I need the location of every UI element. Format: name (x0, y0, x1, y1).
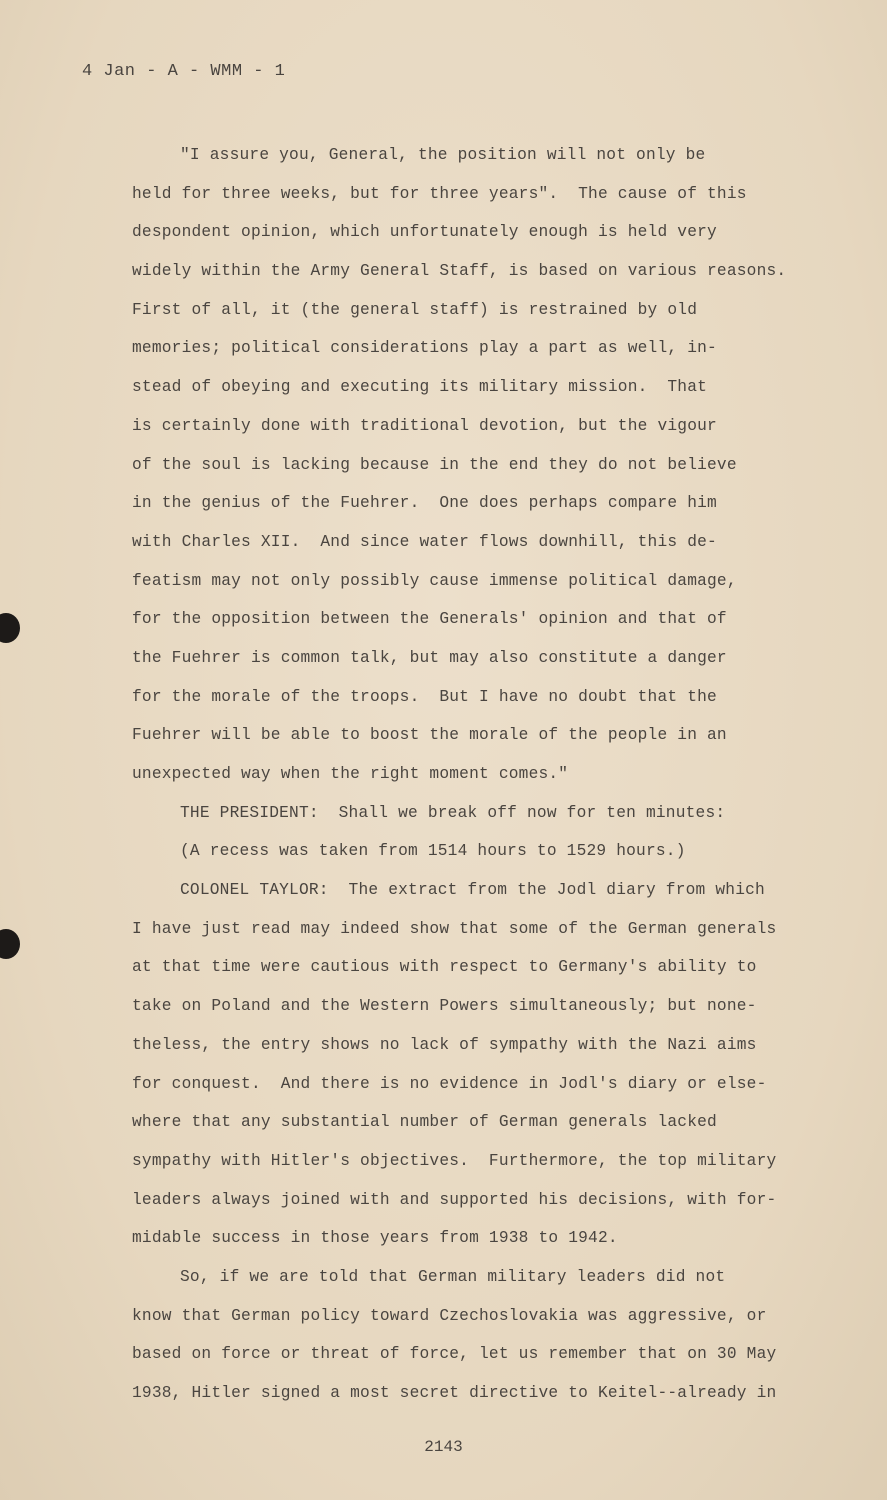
text-line: unexpected way when the right moment comes." (132, 765, 569, 783)
text-line: where that any substantial number of German generals lacked (132, 1113, 717, 1132)
text-line: at that time were cautious with respect to Germany's ability to (132, 958, 757, 977)
text-line: in the genius of the Fuehrer. One does perhaps compare him (132, 494, 717, 513)
binder-hole (0, 929, 20, 959)
text-line: "I assure you, General, the position will not only be (180, 146, 706, 164)
text-line: know that German policy toward Czechoslovakia was aggressive, or (132, 1306, 767, 1325)
text-line: I have just read may indeed show that some of the German generals (132, 919, 777, 938)
text-line: of the soul is lacking because in the end they do not believe (132, 455, 737, 474)
text-line: for conquest. And there is no evidence in Jodl's diary or else- (132, 1074, 767, 1093)
text-line: leaders always joined with and supported his decisions, with for- (132, 1190, 777, 1209)
text-line: held for three weeks, but for three years". The cause of this (132, 184, 747, 203)
text-line: (A recess was taken from 1514 hours to 1529 hours.) (180, 842, 686, 861)
text-line: is certainly done with traditional devotion, but the vigour (132, 416, 717, 435)
binder-hole (0, 613, 20, 643)
text-line: theless, the entry shows no lack of sympathy with the Nazi aims (132, 1035, 757, 1054)
text-line: 1938, Hitler signed a most secret directive to Keitel--already in (132, 1384, 777, 1402)
text-line: First of all, it (the general staff) is restrained by old (132, 300, 698, 319)
text-line: stead of obeying and executing its military mission. That (132, 378, 708, 397)
text-line: COLONEL TAYLOR: The extract from the Jodl diary from which (180, 881, 765, 900)
document-header: 4 Jan - A - WMM - 1 (82, 62, 286, 81)
text-line: the Fuehrer is common talk, but may also constitute a danger (132, 648, 727, 667)
text-line: based on force or threat of force, let us remember that on 30 May (132, 1345, 777, 1364)
text-line: take on Poland and the Western Powers simultaneously; but none- (132, 997, 757, 1016)
text-line: for the morale of the troops. But I have no doubt that the (132, 687, 717, 706)
text-line: sympathy with Hitler's objectives. Furthermore, the top military (132, 1151, 777, 1170)
text-line: with Charles XII. And since water flows downhill, this de- (132, 532, 717, 551)
text-line: widely within the Army General Staff, is based on various reasons. (132, 262, 787, 281)
text-line: despondent opinion, which unfortunately enough is held very (132, 223, 717, 242)
text-line: memories; political considerations play a part as well, in- (132, 339, 717, 358)
text-line: for the opposition between the Generals' opinion and that of (132, 610, 727, 629)
text-line: THE PRESIDENT: Shall we break off now for ten minutes: (180, 803, 726, 822)
document-body (132, 136, 787, 1413)
page-number: 2143 (424, 1438, 463, 1456)
text-line: So, if we are told that German military leaders did not (180, 1267, 726, 1286)
text-line: Fuehrer will be able to boost the morale of the people in an (132, 726, 727, 745)
text-line: midable success in those years from 1938 to 1942. (132, 1229, 618, 1248)
text-line: featism may not only possibly cause immense political damage, (132, 571, 737, 590)
